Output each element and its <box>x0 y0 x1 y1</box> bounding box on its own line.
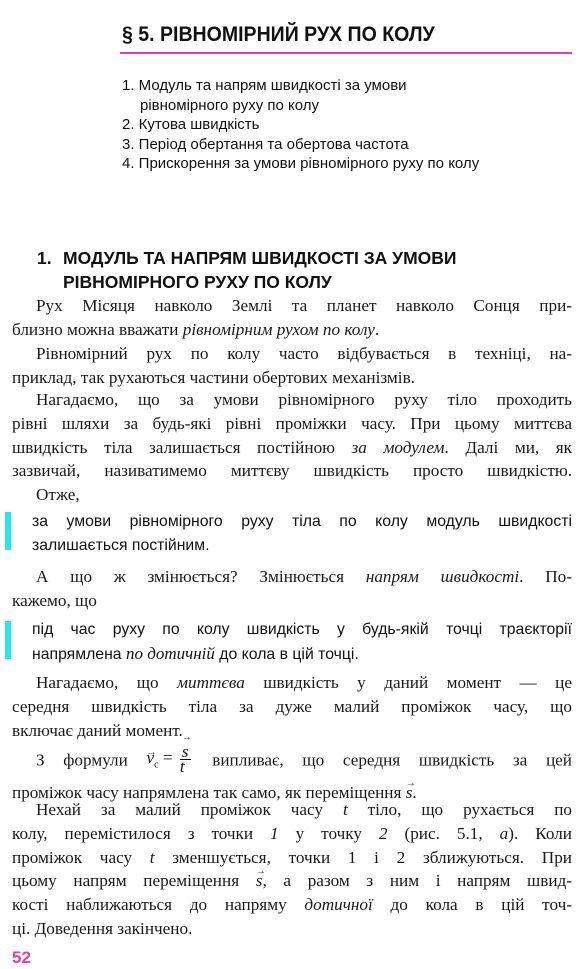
emphasis-text: по дотичній <box>126 644 215 663</box>
paragraph-reminder-speed <box>12 388 572 507</box>
velocity-subscript: c <box>154 759 159 771</box>
paragraph-proof <box>12 798 572 941</box>
rule-marker-bar <box>5 621 11 659</box>
subsection-heading-line-1: МОДУЛЬ ТА НАПРЯМ ШВИДКОСТІ ЗА УМОВИ <box>63 248 457 268</box>
paragraph-instant-speed <box>12 671 572 742</box>
toc-item-3: 3. Період обертання та обертова частота <box>122 135 409 153</box>
title-underline <box>120 52 572 54</box>
paragraph-line: близно можна вважати рівномірним рухом по колу. <box>12 319 380 339</box>
point-label: 1 <box>270 823 279 843</box>
point-label: 2 <box>378 823 388 843</box>
paragraph-line: Нагадаємо, що миттєва швидкість у даний момент — це <box>36 673 572 692</box>
emphasis-text: напрям швидкості <box>365 567 520 586</box>
paragraph-line: ці. Доведення закінчено. <box>12 918 193 938</box>
subsection-heading <box>37 246 567 294</box>
figure-part-label: а <box>499 823 509 843</box>
paragraph-line: включає даний момент. <box>12 720 183 740</box>
velocity-vector: → v <box>146 748 154 767</box>
paragraph-line: кості наближаються до напряму дотичної до кола в цій точ- <box>12 895 572 915</box>
emphasis-text: дотичної <box>304 895 373 915</box>
displacement-vector: → s <box>182 742 189 761</box>
paragraph-line: проміжок часу напрямлена так само, як переміщення → s. <box>12 781 572 805</box>
subsection-number: 1. <box>37 248 52 268</box>
paragraph-line: Нехай за малий проміжок часу t тіло, що рухається по <box>36 800 573 819</box>
paragraph-technology <box>12 342 572 390</box>
paragraph-line: Нагадаємо, що за умови рівномірного руху тіло проходить <box>36 390 572 409</box>
paragraph-line: Рух Місяця навколо Землі та планет навколо Сонця при- <box>36 296 572 315</box>
paragraph-line: З формули → $v_c$ = → $\frac{s}{t}$ випливає, що середня швидкість за цей <box>12 742 572 781</box>
rule-marker-bar <box>5 512 11 550</box>
toc-item-1-continued: рівномірного руху по колу <box>140 96 320 114</box>
displacement-vector: → s <box>406 783 413 802</box>
paragraph-line: середня швидкість тіла за дуже малий проміжок часу, що <box>12 696 572 716</box>
paragraph-formula <box>12 742 572 805</box>
rule-line: напрямлена по дотичній до кола в цій точці. <box>32 644 359 663</box>
rule-line: за умови рівномірного руху тіла по колу модуль швидкості <box>32 513 572 530</box>
paragraph-moon-planets <box>12 294 572 342</box>
paragraph-line: швидкість тіла залишається постійною за модулем. Далі ми, як <box>12 437 573 457</box>
paragraph-line: проміжок часу t зменшується, точки 1 і 2 зближуються. При <box>12 847 572 867</box>
paragraph-line: Рівномірний рух по колу часто відбувається в техніці, на- <box>36 344 572 363</box>
rule-line: залишається постійним. <box>32 537 210 554</box>
paragraph-line: Отже, <box>36 485 80 505</box>
paragraph-what-changes <box>12 565 572 613</box>
time-symbol: t <box>149 847 155 867</box>
fraction-denominator: t <box>179 756 185 776</box>
paragraph-line: цьому напрям переміщення → s, а разом з ним і напрям швид- <box>12 869 572 893</box>
paragraph-line: кажемо, що <box>12 590 97 610</box>
paragraph-line: А що ж змінюється? Змінюється напрям швидкості. По- <box>36 567 572 586</box>
fraction <box>179 741 191 776</box>
paragraph-line: рівні шляхи за будь-які рівні проміжки часу. При цьому миттєва <box>12 413 572 433</box>
time-symbol: t <box>342 800 348 819</box>
average-velocity-formula <box>146 742 193 781</box>
toc-item-4: 4. Прискорення за умови рівномірного руху по колу <box>122 155 480 173</box>
emphasis-text: за модулем <box>351 437 445 457</box>
fraction-numerator <box>180 741 191 761</box>
page-number: 52 <box>12 948 31 967</box>
rule-line: під час руху по колу швидкість у будь-якій точці траєкторії <box>32 621 572 638</box>
paragraph-line: колу, перемістилося з точки 1 у точку 2 (рис. 5.1, а). Коли <box>12 823 572 843</box>
emphasis-text: рівномірним рухом по колу <box>182 319 375 339</box>
toc-item-1: 1. Модуль та напрям швидкості за умови <box>122 77 407 94</box>
paragraph-line: зазвичай, називатимемо миттєву швидкість просто швидкістю. <box>12 461 572 481</box>
rule-tangent-direction <box>32 618 572 667</box>
toc-item-2: 2. Кутова швидкість <box>122 116 260 134</box>
displacement-vector: → s <box>256 871 263 890</box>
section-contents-list <box>122 76 582 174</box>
subsection-heading-line-2: РІВНОМІРНОГО РУХУ ПО КОЛУ <box>63 272 332 292</box>
section-title: § 5. РІВНОМІРНИЙ РУХ ПО КОЛУ <box>122 23 435 46</box>
paragraph-line: приклад, так рухаються частини обертових механізмів. <box>12 367 415 387</box>
equals-sign: = <box>158 748 177 767</box>
rule-speed-modulus <box>32 510 572 558</box>
emphasis-text: миттєва <box>177 673 245 692</box>
